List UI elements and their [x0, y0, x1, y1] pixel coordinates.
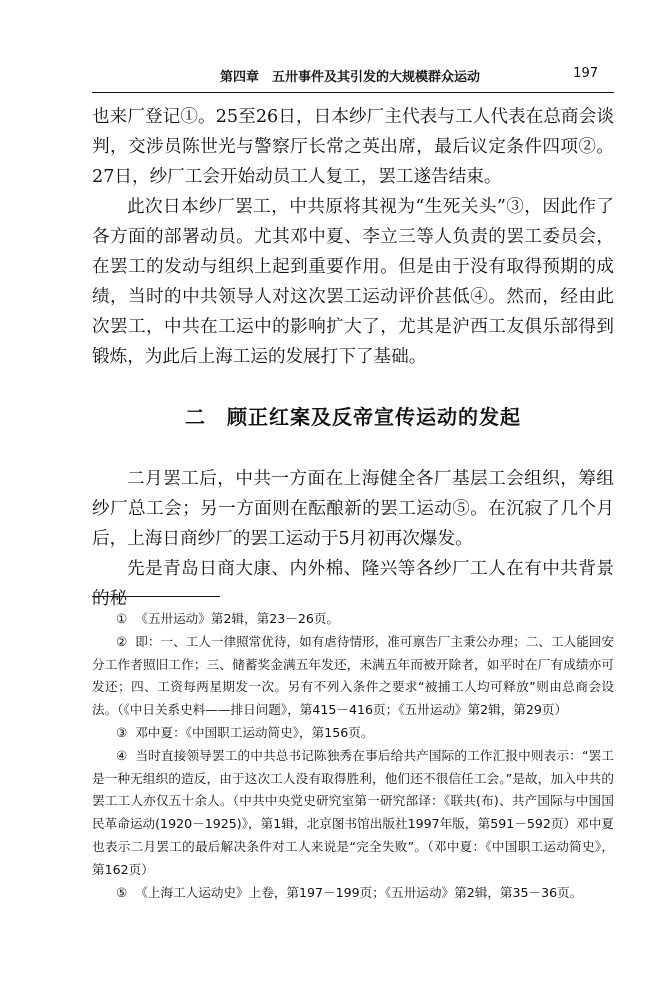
footnote-text: 当时直接领导罢工的中共总书记陈独秀在事后给共产国际的工作汇报中则表示：“罢工是一种无组织的造反，由于这次工人没有取得胜利，他们还不很信任工会。”是故，加入中共的罢工工人亦仅五十余人。（中共中央党史研究室第一研究部译：《联共(布)、共产国际与中国国民革命运动(1920－1925)》，第1辑，北京图书馆出版社1997年版，第591－592页）邓中夏也表示二月罢工的最后解决条件对工人来说是“完全失败”。（邓中夏：《中国职工运动简史》，第162页）: [92, 747, 614, 877]
footnote-text: 《上海工人运动史》上卷，第197－199页；《五卅运动》第2辑，第35－36页。: [135, 884, 583, 900]
paragraph: 也来厂登记①。25至26日，日本纱厂主代表与工人代表在总商会谈判，交涉员陈世光与警察厅长常之英出席，最后议定条件四项②。27日，纱厂工会开始动员工人复工，罢工遂告结束。: [92, 107, 614, 187]
main-text: [92, 102, 614, 614]
header-rule: [92, 92, 614, 93]
footnote: [92, 722, 614, 745]
page-number: 197: [573, 66, 598, 81]
footnote: [92, 882, 614, 905]
footnote-mark: ③: [116, 724, 128, 740]
paragraph: 二月罢工后，中共一方面在上海健全各厂基层工会组织，筹组纱厂总工会；另一方面则在酝酿新的罢工运动⑤。在沉寂了几个月后，上海日商纱厂的罢工运动于5月初再次爆发。: [92, 469, 614, 549]
footnote-text: 即：一、工人一律照常优待，如有虐待情形，准可禀告厂主秉公办理；二、工人能回安分工作者照旧工作；三、储蓄奖金满五年发还，未满五年而被开除者，如平时在厂有成绩亦可发还；四、工资每两星期发一次。另有不列入条件之要求“被捕工人均可释放”则由总商会设法。（《中日关系史料——排日问题》，第415－416页；《五卅运动》第2辑，第29页）: [92, 633, 614, 718]
footnotes: [92, 608, 614, 904]
chapter-running-head: 第四章 五卅事件及其引发的大规模群众运动: [220, 70, 481, 85]
footnote-mark: ①: [116, 611, 128, 626]
running-header: [92, 66, 612, 90]
footnote: [92, 745, 614, 882]
section-heading: 二 顾正红案及反帝宣传运动的发起: [185, 405, 521, 429]
footnote-mark: ④: [116, 747, 128, 763]
paragraph: 此次日本纱厂罢工，中共原将其视为“生死关头”③，因此作了各方面的部署动员。尤其邓中夏、李立三等人负责的罢工委员会，在罢工的发动与组织上起到重要作用。但是由于没有取得预期的成绩，当时的中共领导人对这次罢工运动评价甚低④。然而，经由此次罢工，中共在工运中的影响扩大了，尤其是沪西工友俱乐部得到锻炼，为此后上海工运的发展打下了基础。: [92, 197, 614, 367]
footnote-separator: [92, 596, 220, 597]
footnote: [92, 608, 614, 631]
paragraph: 先是青岛日商大康、内外棉、隆兴等各纱厂工人在有中共背景的秘: [92, 559, 614, 609]
footnote: [92, 631, 614, 722]
footnote-mark: ⑤: [116, 884, 128, 900]
footnote-text: 邓中夏：《中国职工运动简史》，第156页。: [135, 724, 374, 740]
footnote-text: 《五卅运动》第2辑，第23－26页。: [135, 611, 340, 626]
footnote-mark: ②: [116, 633, 128, 649]
